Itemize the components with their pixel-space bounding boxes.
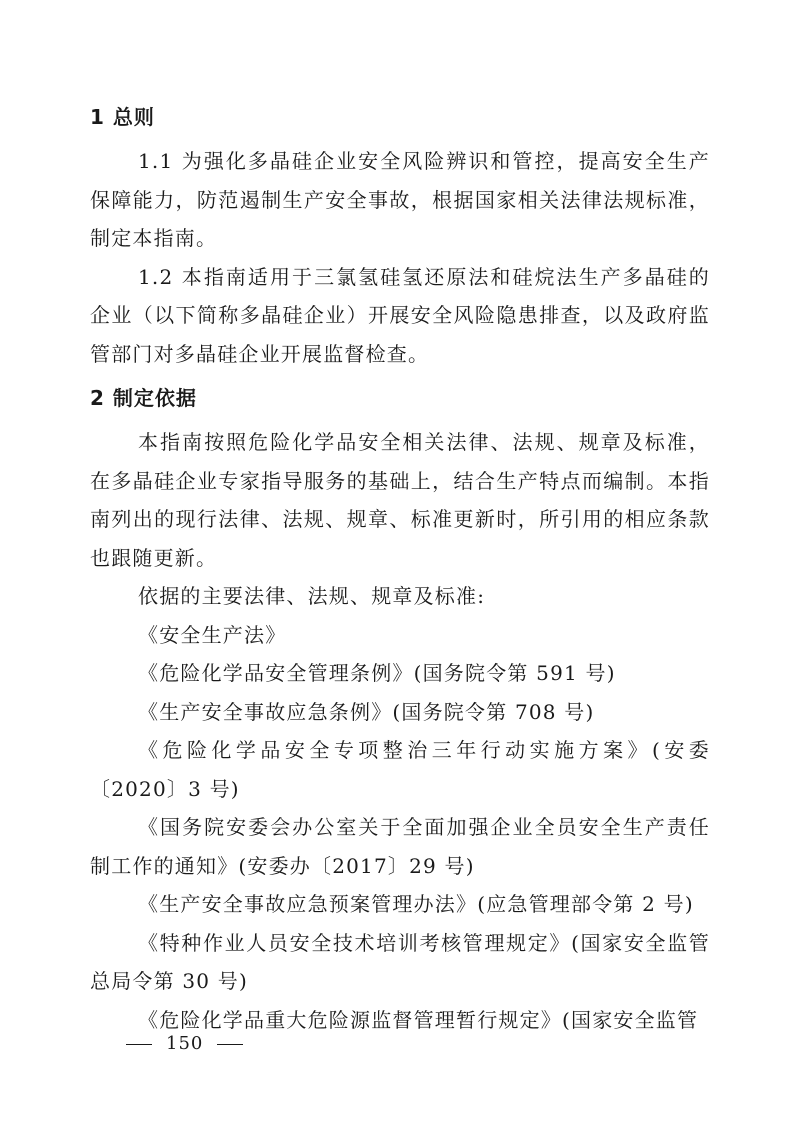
page-number: 150 <box>166 1033 204 1054</box>
section-heading-general: 1 总则 <box>90 105 155 129</box>
document-body <box>90 98 710 1039</box>
reference-item: 《生产安全事故应急条例》(国务院令第 708 号) <box>138 699 595 724</box>
footer-dash-left <box>126 1044 152 1045</box>
reference-item: 《危险化学品安全管理条例》(国务院令第 591 号) <box>138 661 616 685</box>
footer-dash-right <box>217 1044 243 1045</box>
page-footer <box>112 1033 257 1054</box>
reference-item: 《生产安全事故应急预案管理办法》(应急管理部令第 2 号) <box>138 892 694 916</box>
reference-item: 《特种作业人员安全技术培训考核管理规定》(国家安全监管总局令第 30 号) <box>90 930 710 993</box>
reference-item: 《国务院安委会办公室关于全面加强企业全员安全生产责任制工作的通知》(安委办〔2017〕29 号) <box>90 815 710 878</box>
reference-item: 《危险化学品重大危险源监督管理暂行规定》(国家安全监管 <box>138 1007 699 1032</box>
paragraph-1-2: 1.2 本指南适用于三氯氢硅氢还原法和硅烷法生产多晶硅的企业（以下简称多晶硅企业）开展安全风险隐患排查，以及政府监管部门对多晶硅企业开展监督检查。 <box>90 264 710 366</box>
paragraph-basis-intro: 本指南按照危险化学品安全相关法律、法规、规章及标准，在多晶硅企业专家指导服务的基础上，结合生产特点而编制。本指南列出的现行法律、法规、规章、标准更新时，所引用的相应条款也跟随更新。 <box>90 430 710 570</box>
paragraph-1-1: 1.1 为强化多晶硅企业安全风险辨识和管控，提高安全生产保障能力，防范遏制生产安全事故，根据国家相关法律法规标准，制定本指南。 <box>90 149 710 250</box>
paragraph-basis-list-intro: 依据的主要法律、法规、规章及标准: <box>138 584 486 608</box>
section-heading-basis: 2 制定依据 <box>90 386 197 410</box>
reference-item: 《安全生产法》 <box>138 622 287 647</box>
reference-item: 《危险化学品安全专项整治三年行动实施方案》(安委〔2020〕3 号) <box>90 738 710 801</box>
